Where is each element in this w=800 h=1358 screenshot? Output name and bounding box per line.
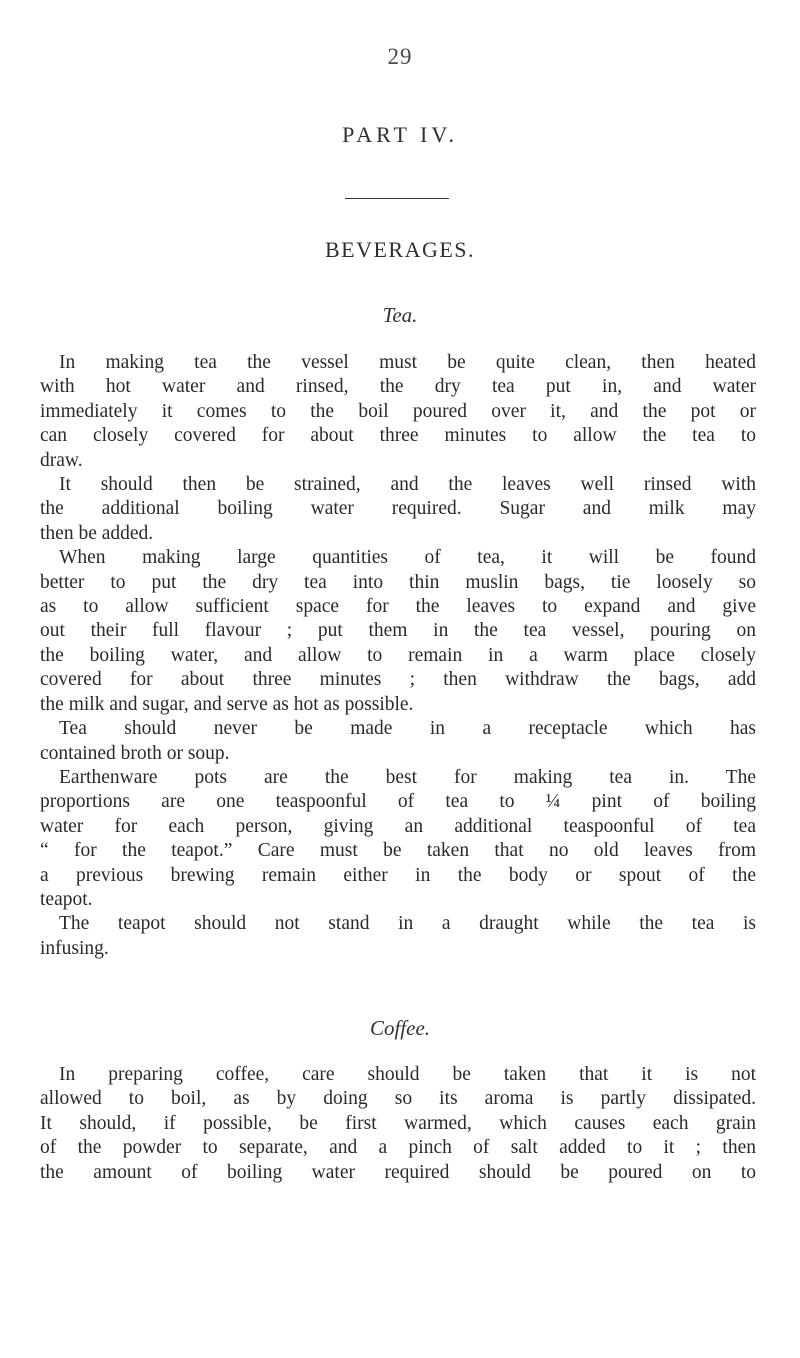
text-line: The teapot should not stand in a draught while the tea is xyxy=(59,913,756,935)
text-line: as to allow sufficient space for the leaves to expand and give xyxy=(40,596,756,618)
page-number: 29 xyxy=(387,44,413,69)
text-line: water for each person, giving an additional teaspoonful of tea xyxy=(40,815,756,837)
paragraph xyxy=(40,717,756,766)
paragraph xyxy=(40,351,756,473)
tea-section xyxy=(40,351,756,961)
text-line: immediately it comes to the boil poured over it, and the pot or xyxy=(40,400,756,422)
text-line: proportions are one teaspoonful of tea to ¼ pint of boiling xyxy=(40,791,756,813)
text-line: the milk and sugar, and serve as hot as possible. xyxy=(40,693,414,715)
coffee-section xyxy=(40,1063,756,1185)
section-title: BEVERAGES. xyxy=(324,237,476,262)
text-line: with hot water and rinsed, the dry tea put in, and water xyxy=(40,376,756,398)
coffee-heading: Coffee. xyxy=(369,1016,431,1040)
tea-heading: Tea. xyxy=(382,303,418,327)
text-line: the amount of boiling water required should be poured on to xyxy=(40,1161,756,1183)
text-line: draw. xyxy=(40,449,83,471)
text-line: teapot. xyxy=(40,888,93,910)
text-line: Earthenware pots are the best for making tea in. The xyxy=(59,766,756,788)
paragraph xyxy=(40,546,756,717)
text-line: of the powder to separate, and a pinch of salt added to it ; then xyxy=(40,1137,756,1159)
part-title: PART IV. xyxy=(342,122,458,147)
paragraph xyxy=(40,766,756,912)
paragraph xyxy=(40,912,756,961)
paragraph xyxy=(40,1063,756,1185)
text-line: the additional boiling water required. Sugar and milk may xyxy=(40,498,756,520)
text-line: infusing. xyxy=(40,937,109,959)
text-line: better to put the dry tea into thin muslin bags, tie loosely so xyxy=(40,571,756,593)
text-line: the boiling water, and allow to remain in a warm place closely xyxy=(40,644,756,666)
text-line: covered for about three minutes ; then withdraw the bags, add xyxy=(40,669,756,691)
text-line: a previous brewing remain either in the body or spout of the xyxy=(40,864,756,886)
text-line: “ for the teapot.” Care must be taken that no old leaves from xyxy=(40,840,756,862)
text-line: then be added. xyxy=(40,522,154,544)
text-line: allowed to boil, as by doing so its aroma is partly dissipated. xyxy=(40,1088,756,1110)
paragraph xyxy=(40,473,756,546)
text-line: contained broth or soup. xyxy=(40,742,230,764)
text-line: Tea should never be made in a receptacle which has xyxy=(59,718,756,740)
text-line: out their full flavour ; put them in the tea vessel, pouring on xyxy=(40,620,756,642)
text-line: It should, if possible, be first warmed, which causes each grain xyxy=(40,1112,756,1134)
text-line: In making tea the vessel must be quite clean, then heated xyxy=(59,352,756,373)
text-line: When making large quantities of tea, it will be found xyxy=(59,547,756,569)
title-divider xyxy=(345,198,449,199)
text-line: can closely covered for about three minutes to allow the tea to xyxy=(40,425,756,447)
text-line: In preparing coffee, care should be taken that it is not xyxy=(59,1064,756,1085)
text-line: It should then be strained, and the leaves well rinsed with xyxy=(59,474,756,496)
